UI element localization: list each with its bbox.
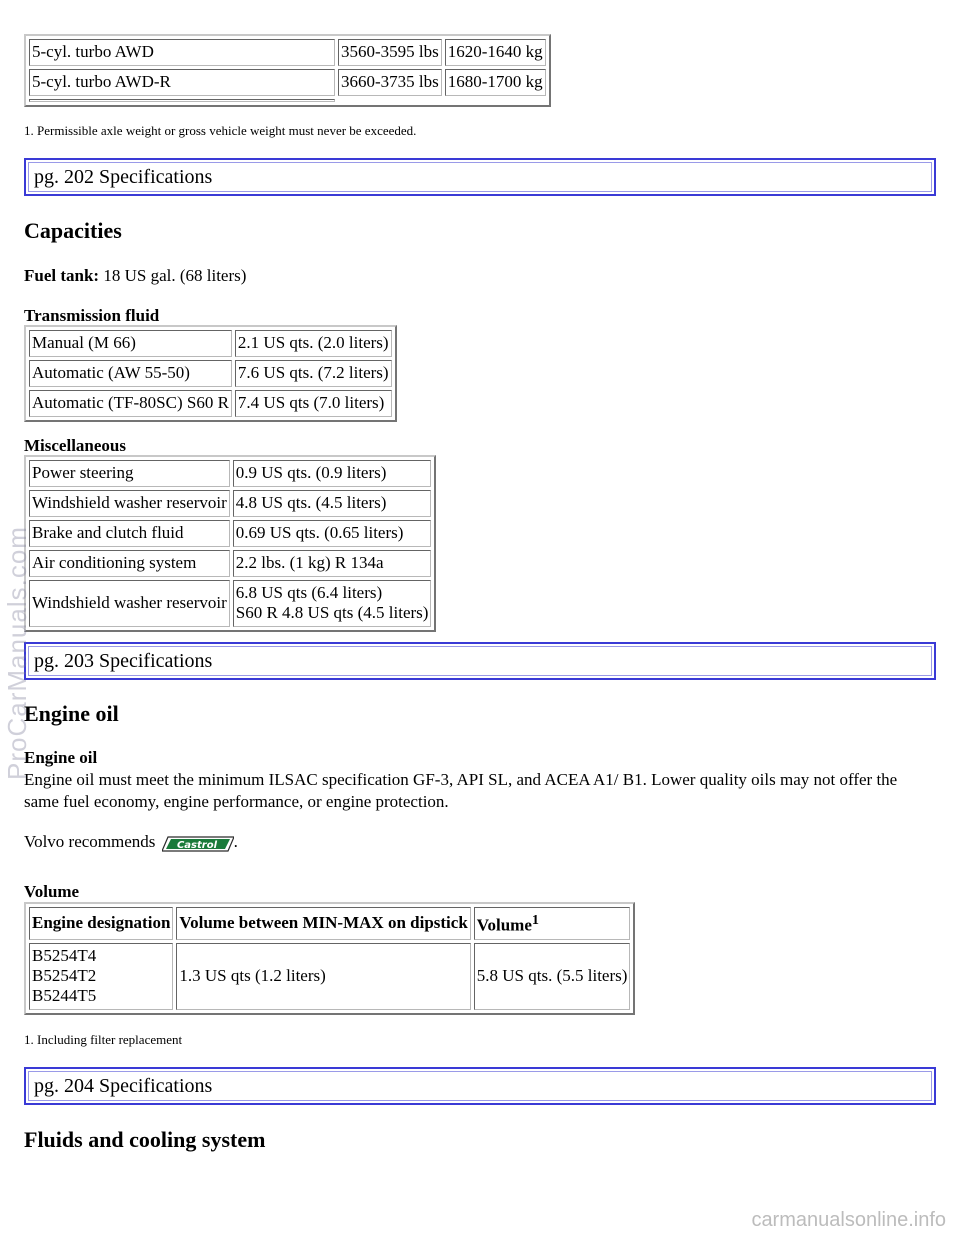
- site-watermark: carmanualsonline.info: [751, 1209, 946, 1231]
- table-cell: 7.6 US qts. (7.2 liters): [235, 360, 392, 387]
- capacities-heading: Capacities: [24, 218, 122, 243]
- volume-label: Volume: [24, 882, 80, 901]
- table-cell: 4.8 US qts. (4.5 liters): [233, 490, 432, 517]
- table-row: [29, 360, 392, 387]
- table-cell: 1.3 US qts (1.2 liters): [176, 943, 470, 1010]
- table-spacer: [29, 99, 335, 102]
- table-row: [29, 943, 630, 1010]
- table-cell: 3560-3595 lbs: [338, 39, 442, 66]
- column-header: Engine designation: [29, 907, 173, 940]
- cell-line: 6.8 US qts (6.4 liters): [235, 583, 383, 602]
- table-cell: 0.69 US qts. (0.65 liters): [233, 520, 432, 547]
- column-header: [474, 907, 631, 940]
- footnote-marker: 1: [531, 912, 539, 928]
- engine-designations-cell: [29, 943, 173, 1010]
- vehicle-weight-table: [24, 34, 551, 107]
- table-row: [29, 580, 431, 627]
- table-cell: Windshield washer reservoir: [29, 580, 230, 627]
- engine-code: B5254T4: [32, 945, 97, 965]
- table-cell: Air conditioning system: [29, 550, 230, 577]
- castrol-logo-text: Castrol: [176, 840, 217, 851]
- table-cell: [233, 580, 432, 627]
- table-cell: 2.1 US qts. (2.0 liters): [235, 330, 392, 357]
- page-marker-202: pg. 202 Specifications: [24, 158, 936, 196]
- page-marker-204: pg. 204 Specifications: [24, 1067, 936, 1105]
- fuel-tank-line: [24, 265, 246, 287]
- table-row: [29, 460, 431, 487]
- table-row: [29, 99, 546, 102]
- table-cell: 0.9 US qts. (0.9 liters): [233, 460, 432, 487]
- page-marker-203: pg. 203 Specifications: [24, 642, 936, 680]
- table-row: [29, 550, 431, 577]
- fluids-cooling-heading: Fluids and cooling system: [24, 1127, 266, 1152]
- table-cell: Brake and clutch fluid: [29, 520, 230, 547]
- miscellaneous-table: [24, 455, 436, 632]
- table-row: [29, 390, 392, 417]
- engine-oil-description: Engine oil must meet the minimum ILSAC specification GF-3, API SL, and ACEA A1/ B1. Lower quality oils may not offer the same fuel economy, engine performance, or engine protection.: [24, 770, 898, 811]
- table-cell: Manual (M 66): [29, 330, 232, 357]
- engine-code: B5254T2: [32, 965, 97, 985]
- table-cell: 7.4 US qts (7.0 liters): [235, 390, 392, 417]
- recommendation-end: .: [233, 832, 238, 851]
- table-cell: 1680-1700 kg: [445, 69, 546, 96]
- table-cell: 1620-1640 kg: [445, 39, 546, 66]
- table-cell: 5.8 US qts. (5.5 liters): [474, 943, 631, 1010]
- table-cell: Windshield washer reservoir: [29, 490, 230, 517]
- filter-footnote: 1. Including filter replacement: [24, 1032, 183, 1047]
- table-cell: 5-cyl. turbo AWD: [29, 39, 335, 66]
- table-cell: 3660-3735 lbs: [338, 69, 442, 96]
- table-row: [29, 39, 546, 66]
- side-watermark: ProCarManuals.com: [2, 526, 32, 780]
- cell-line: S60 R 4.8 US qts (4.5 liters): [235, 603, 429, 622]
- recommendation-text: Volvo recommends: [24, 832, 160, 851]
- fuel-tank-label: Fuel tank:: [24, 266, 100, 285]
- table-cell: Automatic (TF-80SC) S60 R: [29, 390, 232, 417]
- column-header-text: Volume: [476, 915, 532, 935]
- table-row: [29, 69, 546, 96]
- table-cell: 5-cyl. turbo AWD-R: [29, 69, 335, 96]
- oil-volume-table: [24, 902, 635, 1015]
- fuel-tank-value: 18 US gal. (68 liters): [99, 266, 247, 285]
- weight-footnote: 1. Permissible axle weight or gross vehicle weight must never be exceeded.: [24, 123, 417, 138]
- table-row: [29, 330, 392, 357]
- column-header: Volume between MIN-MAX on dipstick: [176, 907, 470, 940]
- table-row: [29, 520, 431, 547]
- engine-code: B5244T5: [32, 985, 97, 1005]
- recommendation-line: [24, 831, 238, 853]
- transmission-fluid-table: [24, 325, 397, 422]
- miscellaneous-label: Miscellaneous: [24, 436, 126, 455]
- castrol-logo: [162, 835, 234, 853]
- engine-oil-sublabel: Engine oil: [24, 748, 98, 767]
- table-row: [29, 490, 431, 517]
- engine-oil-heading: Engine oil: [24, 701, 119, 726]
- table-header-row: [29, 907, 630, 940]
- table-cell: 2.2 lbs. (1 kg) R 134a: [233, 550, 432, 577]
- transmission-fluid-label: Transmission fluid: [24, 306, 160, 325]
- table-cell: Automatic (AW 55-50): [29, 360, 232, 387]
- table-cell: Power steering: [29, 460, 230, 487]
